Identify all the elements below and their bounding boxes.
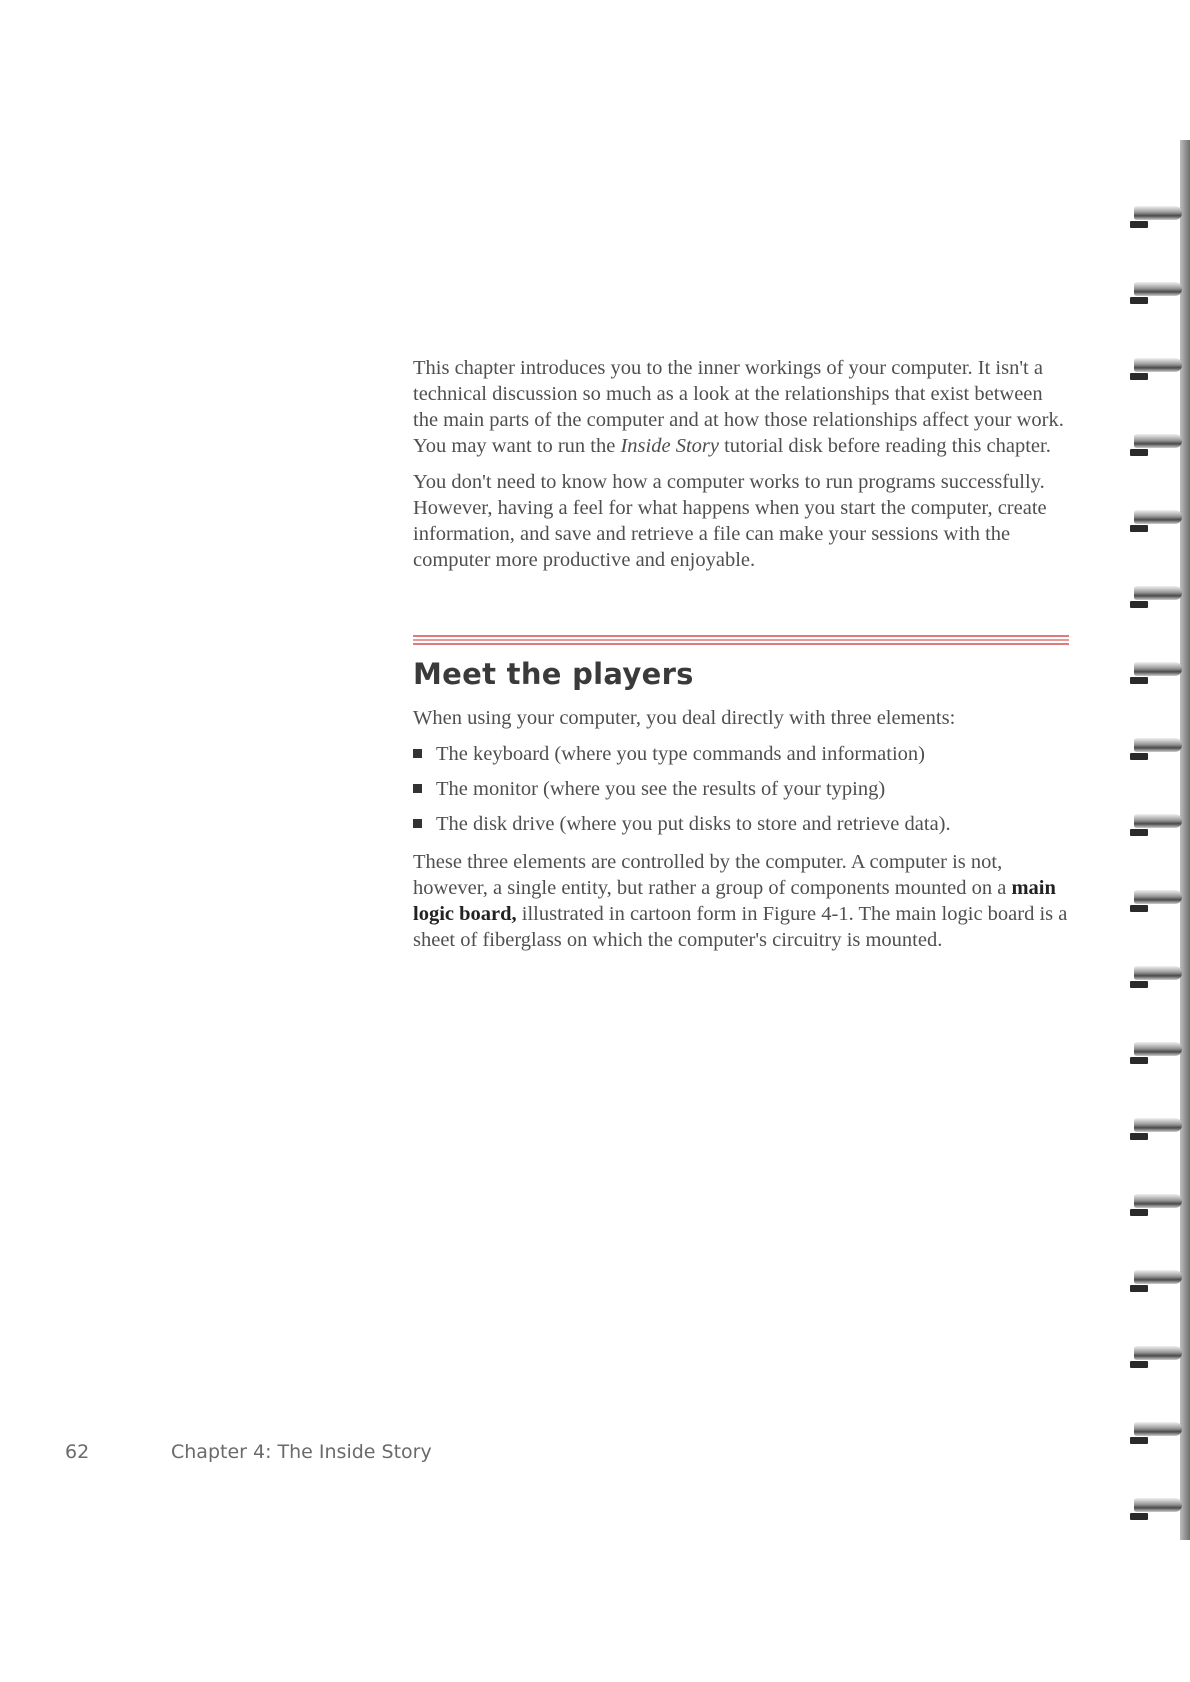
binding-coil xyxy=(1130,1118,1184,1140)
intro-text-end: tutorial disk before reading this chapter. xyxy=(718,435,1051,457)
binding-coil xyxy=(1130,738,1184,760)
binding-coil xyxy=(1130,1042,1184,1064)
intro-paragraph-1 xyxy=(413,355,1069,459)
list-item-text: The keyboard (where you type commands and information) xyxy=(436,743,925,765)
square-bullet-icon xyxy=(413,819,422,828)
intro-text: This chapter introduces you to the inner workings of your computer. It isn't a technical discussion so much as a look at the relationships that exist between the main parts of the computer and at how those relationships affect your work. You may want to run the xyxy=(413,357,1064,457)
binding-coil xyxy=(1130,890,1184,912)
list-item xyxy=(413,741,1069,767)
binding-coil xyxy=(1130,434,1184,456)
binding-coil xyxy=(1130,1422,1184,1444)
binding-coil xyxy=(1130,814,1184,836)
main-logic-board-term: main logic board, xyxy=(413,877,1056,925)
list-item-text: The disk drive (where you put disks to store and retrieve data). xyxy=(436,813,951,835)
page-content xyxy=(413,355,1069,963)
binding-coil xyxy=(1130,282,1184,304)
section-lead: When using your computer, you deal directly with three elements: xyxy=(413,707,956,729)
inside-story-title: Inside Story xyxy=(620,435,719,457)
binding-coil xyxy=(1130,1346,1184,1368)
binding-coil xyxy=(1130,510,1184,532)
section-heading: Meet the players xyxy=(413,657,694,691)
binding-coil xyxy=(1130,662,1184,684)
square-bullet-icon xyxy=(413,784,422,793)
section-divider xyxy=(413,635,1069,645)
elements-list xyxy=(413,741,1069,837)
binding-coil xyxy=(1130,586,1184,608)
intro-paragraph-2: You don't need to know how a computer works to run programs successfully. However, having a feel for what happens when you start the computer, create information, and save and retrieve a file can make your sessions with the computer more productive and enjoyable. xyxy=(413,471,1047,571)
list-item xyxy=(413,811,1069,837)
spiral-binding xyxy=(1130,140,1190,1540)
page-number: 62 xyxy=(65,1441,90,1463)
paragraph-text: These three elements are controlled by the computer. A computer is not, however, a single entity, but rather a group of components mounted on a xyxy=(413,851,1012,899)
paragraph-text-end: illustrated in cartoon form in Figure 4-1. The main logic board is a sheet of fiberglass on which the computer's circuitry is mounted. xyxy=(413,903,1068,951)
binding-coil xyxy=(1130,1194,1184,1216)
binding-spine xyxy=(1180,140,1190,1540)
binding-coil xyxy=(1130,1270,1184,1292)
binding-coil xyxy=(1130,358,1184,380)
binding-coil xyxy=(1130,206,1184,228)
square-bullet-icon xyxy=(413,749,422,758)
list-item xyxy=(413,776,1069,802)
binding-coil xyxy=(1130,966,1184,988)
logic-board-paragraph xyxy=(413,849,1069,953)
chapter-title: Chapter 4: The Inside Story xyxy=(171,1441,432,1463)
list-item-text: The monitor (where you see the results of your typing) xyxy=(436,778,886,800)
binding-coil xyxy=(1130,1498,1184,1520)
